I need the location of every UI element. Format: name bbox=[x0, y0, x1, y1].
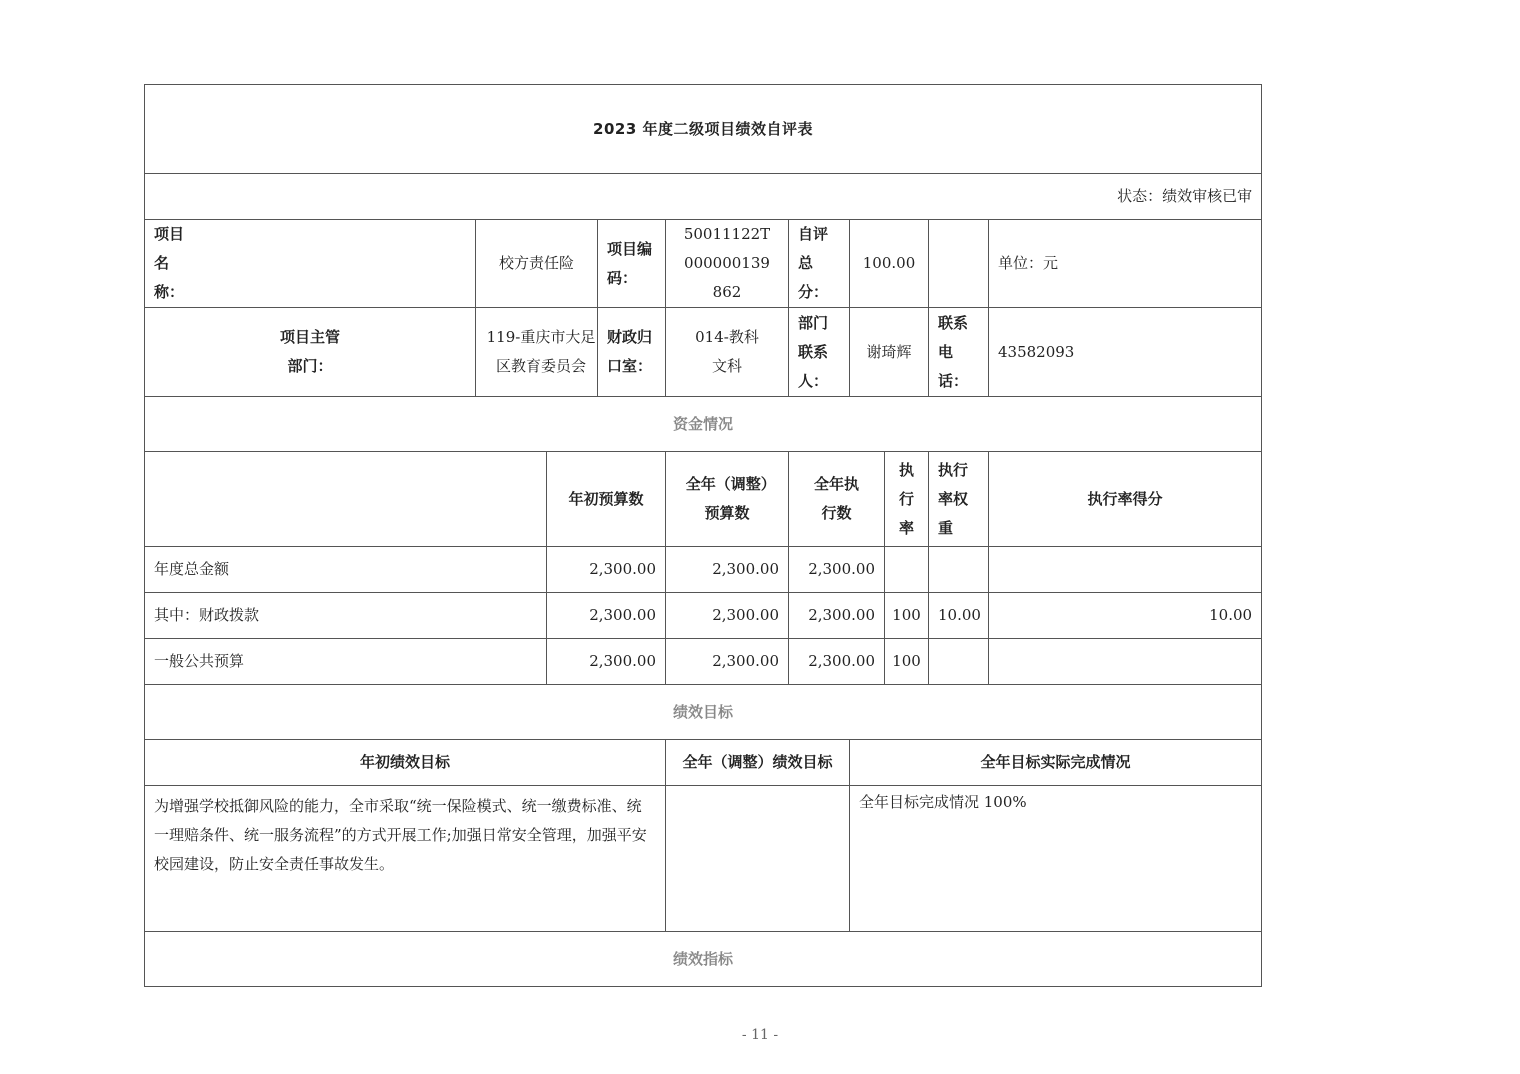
finance-office-label: 财政归口室： bbox=[598, 308, 666, 397]
row-score bbox=[989, 547, 1262, 593]
row-weight bbox=[929, 547, 989, 593]
project-name-value: 校方责任险 bbox=[476, 220, 598, 308]
row-initial: 2,300.00 bbox=[547, 547, 666, 593]
row-rate: 100 bbox=[885, 593, 929, 639]
project-name-label: 项目名称： bbox=[145, 220, 476, 308]
goals-initial-text: 为增强学校抵御风险的能力，全市采取“统一保险模式、统一缴费标准、统一理赔条件、统一服务流程”的方式开展工作;加强日常安全管理，加强平安校园建设，防止安全责任事故发生。 bbox=[145, 786, 666, 932]
row-executed: 2,300.00 bbox=[789, 547, 885, 593]
row-adjusted: 2,300.00 bbox=[666, 639, 789, 685]
row-adjusted: 2,300.00 bbox=[666, 593, 789, 639]
unit-text: 单位：元 bbox=[989, 220, 1262, 308]
finance-office-value: 014-教科文科 bbox=[666, 308, 789, 397]
phone-value: 43582093 bbox=[989, 308, 1262, 397]
status-text: 状态：绩效审核已审 bbox=[145, 174, 1262, 220]
goals-actual-text: 全年目标完成情况 100% bbox=[850, 786, 1262, 932]
row-adjusted: 2,300.00 bbox=[666, 547, 789, 593]
row-executed: 2,300.00 bbox=[789, 639, 885, 685]
project-code-value: 50011122T000000139862 bbox=[666, 220, 789, 308]
row-initial: 2,300.00 bbox=[547, 639, 666, 685]
header-adjusted-budget: 全年（调整）预算数 bbox=[666, 452, 789, 547]
goals-adjusted-text bbox=[666, 786, 850, 932]
goals-header-actual: 全年目标实际完成情况 bbox=[850, 740, 1262, 786]
evaluation-form bbox=[144, 84, 1261, 968]
row-name: 年度总金额 bbox=[145, 547, 547, 593]
goals-header-initial: 年初绩效目标 bbox=[145, 740, 666, 786]
empty-cell bbox=[929, 220, 989, 308]
project-code-label: 项目编码： bbox=[598, 220, 666, 308]
dept-label: 项目主管部门： bbox=[145, 308, 476, 397]
table-row bbox=[145, 593, 1262, 639]
header-rate: 执行率 bbox=[885, 452, 929, 547]
page-title: 2023 年度二级项目绩效自评表 bbox=[145, 85, 1262, 174]
row-weight bbox=[929, 639, 989, 685]
evaluation-table bbox=[144, 84, 1262, 987]
row-rate bbox=[885, 547, 929, 593]
header-score: 执行率得分 bbox=[989, 452, 1262, 547]
row-initial: 2,300.00 bbox=[547, 593, 666, 639]
contact-value: 谢琦辉 bbox=[850, 308, 929, 397]
page-number: - 11 - bbox=[741, 1027, 779, 1043]
row-name: 一般公共预算 bbox=[145, 639, 547, 685]
table-row bbox=[145, 547, 1262, 593]
indicators-section-title: 绩效指标 bbox=[145, 932, 1262, 987]
row-name: 其中：财政拨款 bbox=[145, 593, 547, 639]
row-weight: 10.00 bbox=[929, 593, 989, 639]
header-weight: 执行率权重 bbox=[929, 452, 989, 547]
score-value: 100.00 bbox=[850, 220, 929, 308]
header-executed: 全年执行数 bbox=[789, 452, 885, 547]
goals-header-adjusted: 全年（调整）绩效目标 bbox=[666, 740, 850, 786]
row-score: 10.00 bbox=[989, 593, 1262, 639]
row-executed: 2,300.00 bbox=[789, 593, 885, 639]
phone-label: 联系电话： bbox=[929, 308, 989, 397]
header-initial-budget: 年初预算数 bbox=[547, 452, 666, 547]
table-row bbox=[145, 639, 1262, 685]
funds-header-blank bbox=[145, 452, 547, 547]
score-label: 自评总分： bbox=[789, 220, 850, 308]
contact-label: 部门联系人： bbox=[789, 308, 850, 397]
goals-section-title: 绩效目标 bbox=[145, 685, 1262, 740]
row-rate: 100 bbox=[885, 639, 929, 685]
funds-section-title: 资金情况 bbox=[145, 397, 1262, 452]
dept-value: 119-重庆市大足区教育委员会 bbox=[476, 308, 598, 397]
row-score bbox=[989, 639, 1262, 685]
